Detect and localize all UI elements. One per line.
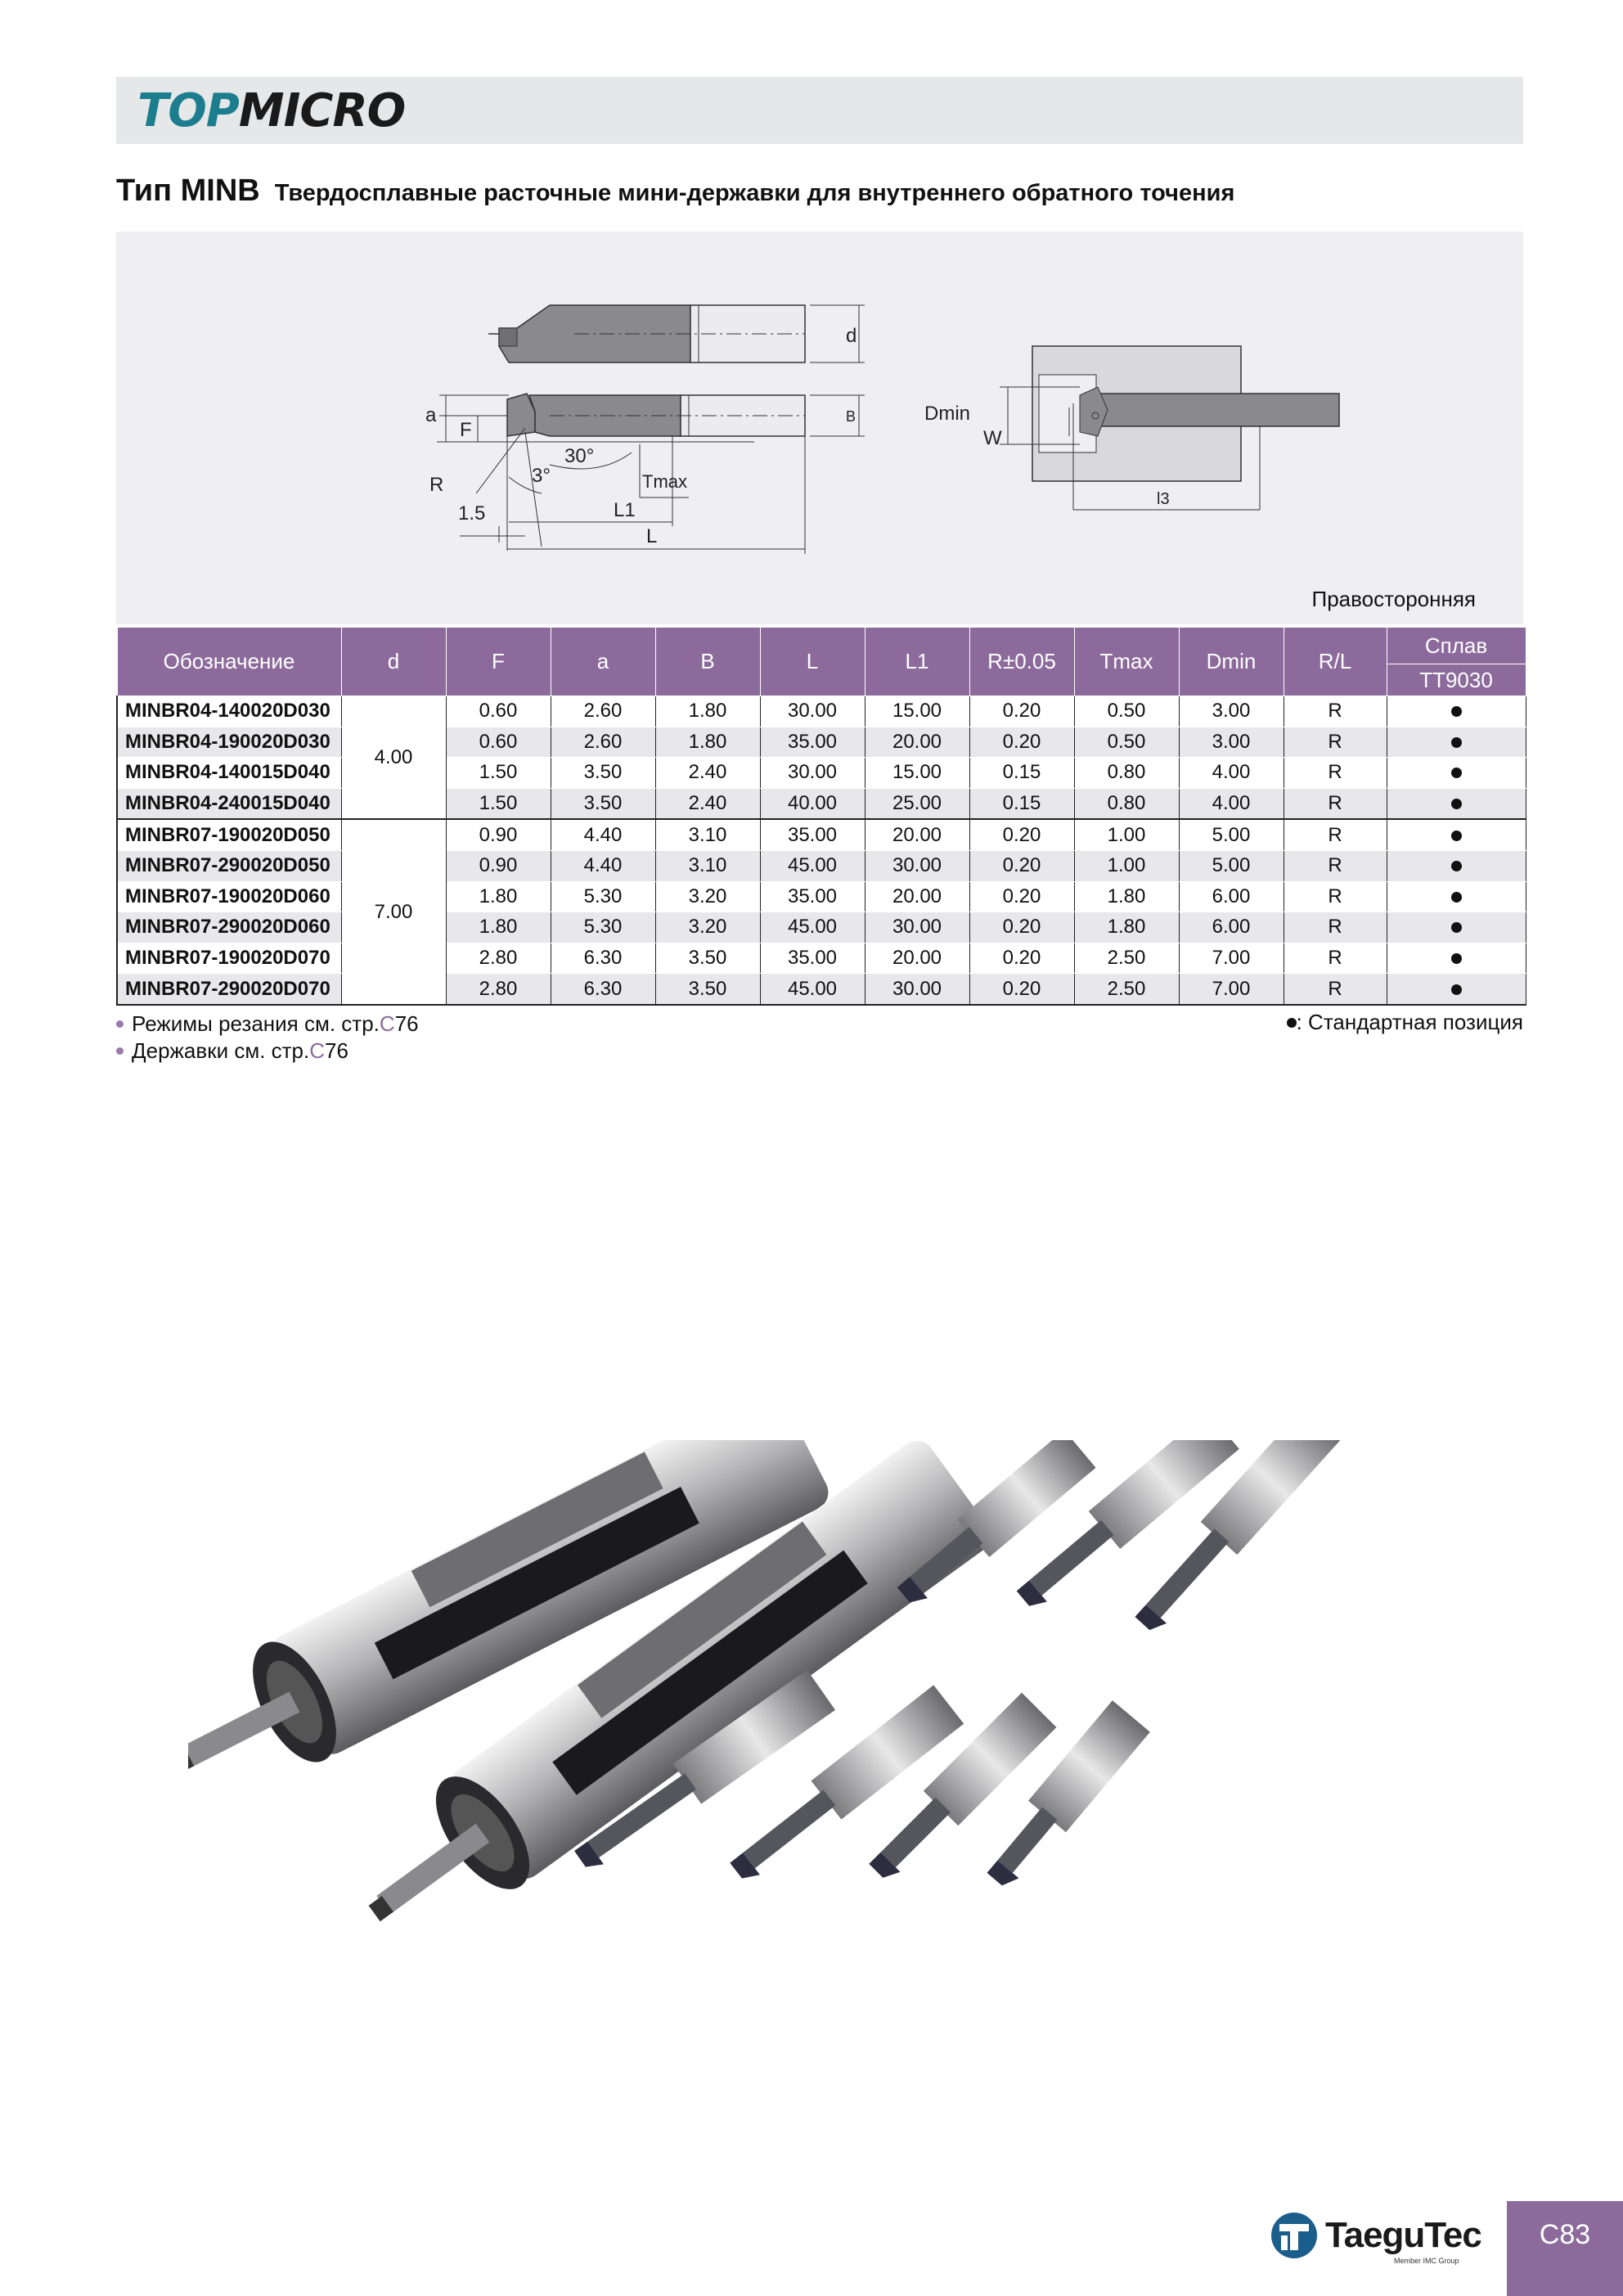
label-l3: l3: [1157, 490, 1170, 508]
cell-l1: 15.00: [865, 758, 969, 789]
cell-a: 5.30: [551, 912, 655, 943]
cell-code: MINBR04-240015D040: [117, 788, 341, 819]
cell-r: 0.15: [969, 788, 1074, 819]
cell-b: 3.10: [655, 819, 760, 850]
cell-code: MINBR07-190020D070: [117, 943, 341, 974]
note-holders-prefix: C: [309, 1038, 326, 1063]
standard-dot-icon: [1451, 892, 1462, 903]
header-Tmax: Tmax: [1074, 628, 1179, 696]
standard-dot-icon: [1451, 953, 1462, 964]
standard-dot-icon: [1451, 861, 1462, 871]
cell-f: 1.80: [446, 912, 551, 943]
cell-rl: R: [1284, 819, 1387, 850]
cell-b: 2.40: [655, 788, 760, 819]
note-holders-text: Державки см. стр.: [132, 1038, 310, 1063]
table-row: [117, 819, 1526, 850]
product-photo: [188, 1440, 1440, 1980]
page-number-tab: [1507, 2201, 1623, 2296]
cell-a: 5.30: [551, 881, 655, 912]
cell-a: 4.40: [551, 819, 655, 850]
cell-r: 0.20: [969, 850, 1074, 881]
note-bullet: [116, 1020, 124, 1028]
cell-l: 40.00: [760, 788, 865, 819]
table-row: [117, 788, 1526, 819]
cell-code: MINBR04-140020D030: [117, 696, 341, 727]
brand-top: TOP: [137, 83, 239, 137]
cell-b: 3.20: [655, 881, 760, 912]
standard-dot-icon: [1451, 831, 1462, 841]
cell-l1: 20.00: [865, 819, 969, 850]
table-row: [117, 881, 1526, 912]
cell-tmax: 1.80: [1074, 881, 1179, 912]
cell-availability: [1387, 974, 1526, 1005]
note-cutting-text: Режимы резания см. стр.: [132, 1011, 380, 1036]
cell-b: 1.80: [655, 727, 760, 758]
cell-dmin: 3.00: [1179, 727, 1284, 758]
table-row: [117, 912, 1526, 943]
tool-top-view: [488, 305, 865, 362]
cell-l: 35.00: [760, 881, 865, 912]
cell-l1: 30.00: [865, 850, 969, 881]
workpiece-view: [1000, 346, 1339, 510]
taegutec-emblem-icon: [1270, 2211, 1319, 2260]
cell-dmin: 5.00: [1179, 850, 1284, 881]
cell-a: 4.40: [551, 850, 655, 881]
cell-availability: [1387, 727, 1526, 758]
cell-l: 35.00: [760, 727, 865, 758]
cell-f: 2.80: [446, 943, 551, 974]
cell-a: 3.50: [551, 758, 655, 789]
cell-r: 0.20: [969, 727, 1074, 758]
legend-text: : Стандартная позиция: [1296, 1010, 1523, 1034]
cell-l: 30.00: [760, 696, 865, 727]
hand-label: Правосторонняя: [1311, 587, 1476, 611]
header-d: d: [341, 628, 446, 696]
cell-tmax: 1.80: [1074, 912, 1179, 943]
cell-f: 0.90: [446, 850, 551, 881]
page-number: 83: [1559, 2219, 1591, 2250]
cell-r: 0.20: [969, 974, 1074, 1005]
note-bullet: [116, 1047, 124, 1055]
cell-b: 2.40: [655, 758, 760, 789]
cell-code: MINBR07-190020D060: [117, 881, 341, 912]
header-B: B: [655, 628, 760, 696]
cell-availability: [1387, 758, 1526, 789]
cell-b: 3.10: [655, 850, 760, 881]
cell-r: 0.15: [969, 758, 1074, 789]
cell-tmax: 2.50: [1074, 943, 1179, 974]
standard-dot-icon: [1451, 737, 1462, 748]
header-R: R±0.05: [969, 628, 1074, 696]
cell-dmin: 5.00: [1179, 819, 1284, 850]
cell-a: 2.60: [551, 696, 655, 727]
cell-a: 2.60: [551, 727, 655, 758]
header-alloy: Сплав: [1387, 628, 1526, 664]
header-F: F: [446, 628, 551, 696]
cell-b: 3.50: [655, 943, 760, 974]
header-designation: Обозначение: [117, 628, 341, 696]
company-name: TaeguTec: [1325, 2215, 1481, 2255]
cell-f: 0.90: [446, 819, 551, 850]
cell-r: 0.20: [969, 696, 1074, 727]
table-row: [117, 758, 1526, 789]
cell-rl: R: [1284, 881, 1387, 912]
cell-b: 3.50: [655, 974, 760, 1005]
cell-availability: [1387, 850, 1526, 881]
taegutec-logo: [1270, 2211, 1481, 2265]
cell-l: 45.00: [760, 974, 865, 1005]
company-sub: Member IMC Group: [1394, 2257, 1459, 2265]
standard-dot-icon: [1451, 706, 1462, 717]
cell-d: 4.00: [341, 696, 446, 820]
cell-rl: R: [1284, 850, 1387, 881]
cell-rl: R: [1284, 696, 1387, 727]
note-holders-page: 76: [325, 1038, 348, 1063]
label-W: W: [983, 427, 1002, 449]
cell-l1: 30.00: [865, 974, 969, 1005]
cell-tmax: 0.80: [1074, 788, 1179, 819]
cell-l1: 20.00: [865, 881, 969, 912]
label-a: a: [425, 404, 437, 426]
header-a: a: [551, 628, 655, 696]
cell-availability: [1387, 912, 1526, 943]
standard-dot-icon: [1451, 922, 1462, 933]
cell-dmin: 6.00: [1179, 881, 1284, 912]
cell-rl: R: [1284, 943, 1387, 974]
label-R: R: [429, 474, 444, 496]
page-title: [116, 173, 1234, 214]
brand-logo: [137, 82, 405, 139]
cell-code: MINBR07-290020D060: [117, 912, 341, 943]
cell-l1: 20.00: [865, 727, 969, 758]
header-L: L: [760, 628, 865, 696]
note-holders: [116, 1038, 348, 1064]
table-row: [117, 727, 1526, 758]
label-tmax: Tmax: [642, 471, 687, 492]
table-row: [117, 696, 1526, 727]
cell-d: 7.00: [341, 819, 446, 1005]
legend: [1287, 1010, 1523, 1035]
cell-rl: R: [1284, 788, 1387, 819]
label-L: L: [646, 525, 658, 547]
standard-dot-icon: [1451, 984, 1462, 995]
cell-tmax: 0.80: [1074, 758, 1179, 789]
cell-code: MINBR04-190020D030: [117, 727, 341, 758]
header-RL: R/L: [1284, 628, 1387, 696]
header-grade: TT9030: [1387, 664, 1526, 696]
cell-availability: [1387, 696, 1526, 727]
cell-rl: R: [1284, 974, 1387, 1005]
cell-tmax: 1.00: [1074, 819, 1179, 850]
cell-a: 6.30: [551, 943, 655, 974]
legend-dot: [1287, 1018, 1297, 1028]
cell-code: MINBR07-190020D050: [117, 819, 341, 850]
cell-r: 0.20: [969, 943, 1074, 974]
note-cutting-page: 76: [394, 1011, 419, 1036]
cell-code: MINBR07-290020D070: [117, 974, 341, 1005]
page-prefix: C: [1539, 2219, 1560, 2250]
technical-drawing: [116, 232, 1523, 624]
cell-l: 45.00: [760, 912, 865, 943]
cell-l: 35.00: [760, 819, 865, 850]
cell-l1: 15.00: [865, 696, 969, 727]
cell-f: 0.60: [446, 727, 551, 758]
cell-l1: 20.00: [865, 943, 969, 974]
cell-dmin: 4.00: [1179, 758, 1284, 789]
cell-b: 1.80: [655, 696, 760, 727]
table-row: [117, 974, 1526, 1005]
standard-dot-icon: [1451, 799, 1462, 809]
cell-f: 1.80: [446, 881, 551, 912]
cell-availability: [1387, 819, 1526, 850]
cell-dmin: 4.00: [1179, 788, 1284, 819]
header-L1: L1: [865, 628, 969, 696]
cell-f: 1.50: [446, 758, 551, 789]
cell-tmax: 2.50: [1074, 974, 1179, 1005]
cell-f: 2.80: [446, 974, 551, 1005]
label-B: B: [846, 408, 856, 425]
cell-a: 6.30: [551, 974, 655, 1005]
table-row: [117, 850, 1526, 881]
mini-tools-top: [888, 1440, 1341, 1640]
cell-availability: [1387, 943, 1526, 974]
cell-dmin: 7.00: [1179, 974, 1284, 1005]
spec-table: [116, 627, 1526, 1006]
label-dmin: Dmin: [924, 403, 971, 425]
cell-r: 0.20: [969, 819, 1074, 850]
cell-code: MINBR07-290020D050: [117, 850, 341, 881]
cell-rl: R: [1284, 912, 1387, 943]
type-code: Тип MINB: [116, 173, 260, 208]
cell-r: 0.20: [969, 912, 1074, 943]
cell-l1: 25.00: [865, 788, 969, 819]
cell-tmax: 0.50: [1074, 727, 1179, 758]
brand-micro: MICRO: [238, 83, 406, 137]
drawing-svg: [116, 232, 1523, 624]
cell-tmax: 0.50: [1074, 696, 1179, 727]
label-L1: L1: [614, 499, 636, 521]
cell-availability: [1387, 788, 1526, 819]
cell-r: 0.20: [969, 881, 1074, 912]
cell-f: 1.50: [446, 788, 551, 819]
cell-l: 30.00: [760, 758, 865, 789]
cell-dmin: 3.00: [1179, 696, 1284, 727]
cell-availability: [1387, 881, 1526, 912]
cell-dmin: 7.00: [1179, 943, 1284, 974]
cell-b: 3.20: [655, 912, 760, 943]
cell-l: 35.00: [760, 943, 865, 974]
note-cutting: [116, 1011, 419, 1037]
cell-rl: R: [1284, 758, 1387, 789]
label-1-5: 1.5: [458, 502, 486, 524]
label-F: F: [460, 419, 472, 441]
table-row: [117, 943, 1526, 974]
cell-a: 3.50: [551, 788, 655, 819]
cell-l1: 30.00: [865, 912, 969, 943]
type-description: Твердосплавные расточные мини-державки для внутреннего обратного точения: [274, 180, 1235, 206]
standard-dot-icon: [1451, 768, 1462, 778]
note-cutting-prefix: C: [379, 1011, 395, 1036]
cell-code: MINBR04-140015D040: [117, 758, 341, 789]
cell-f: 0.60: [446, 696, 551, 727]
label-angle30: 30°: [564, 445, 595, 467]
label-angle3: 3°: [532, 465, 551, 487]
header-Dmin: Dmin: [1179, 628, 1284, 696]
cell-l: 45.00: [760, 850, 865, 881]
label-d: d: [846, 325, 857, 347]
cell-rl: R: [1284, 727, 1387, 758]
cell-dmin: 6.00: [1179, 912, 1284, 943]
cell-tmax: 1.00: [1074, 850, 1179, 881]
spec-table-body: [117, 696, 1526, 1005]
